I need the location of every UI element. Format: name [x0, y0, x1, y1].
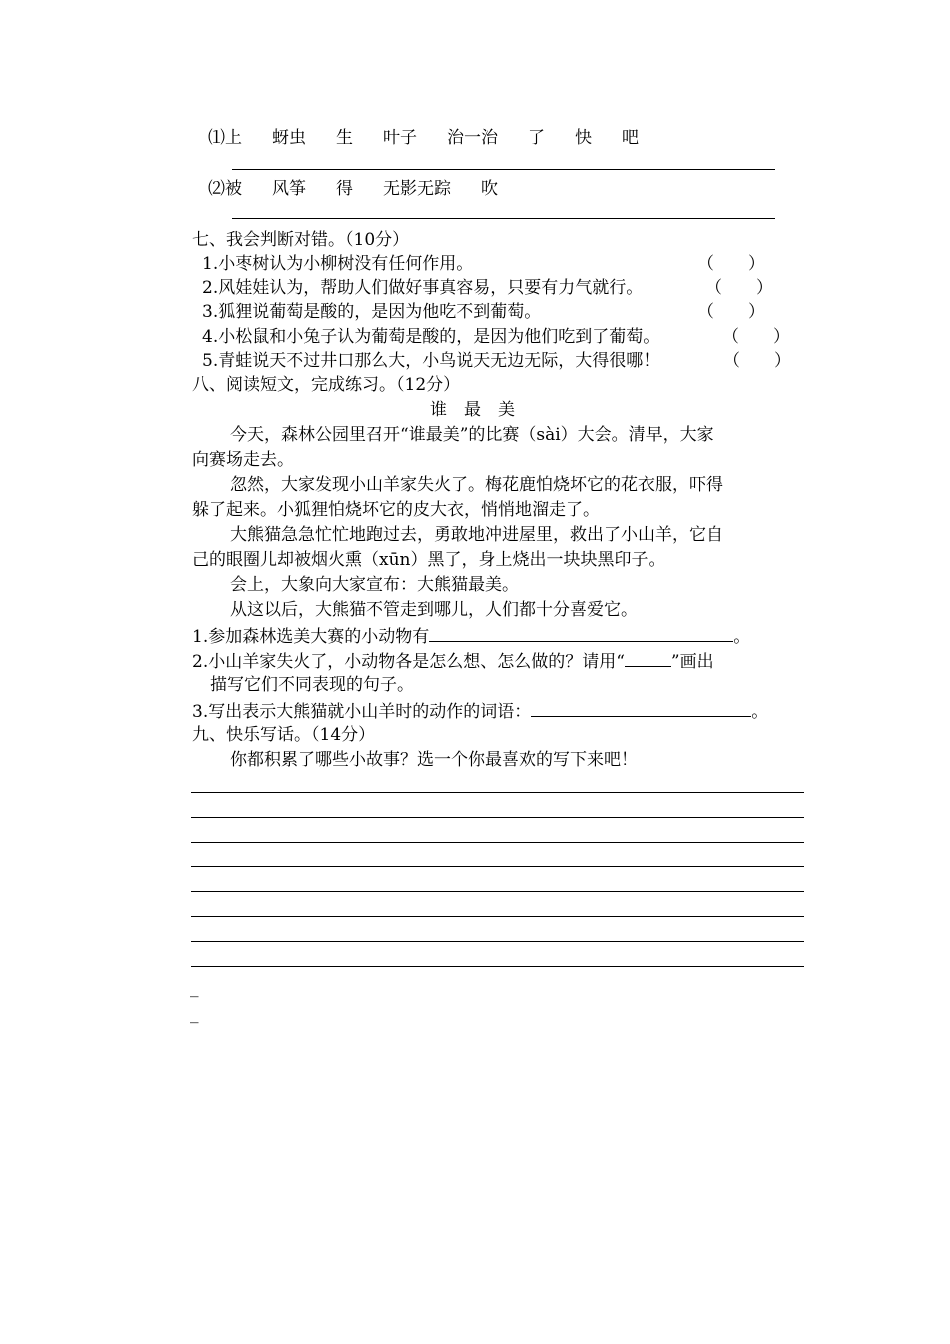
question-2-text-end: ”画出 — [670, 652, 714, 672]
answer-line[interactable] — [232, 218, 775, 219]
passage-p1-line2: 向赛场走去。 — [192, 450, 294, 470]
question-2-line2: 描写它们不同表现的句子。 — [210, 675, 414, 695]
word-tile: 吹 — [481, 179, 498, 199]
section-8-heading: 八、阅读短文，完成练习。（12分） — [192, 375, 461, 395]
underline-sample — [625, 648, 671, 667]
judge-item-1 — [202, 252, 473, 276]
arrange-item-2 — [208, 177, 528, 201]
judge-text: 5.青蛙说天不过井口那么大，小鸟说天无边无际，大得很哪！ — [202, 351, 661, 371]
writing-line[interactable] — [191, 891, 804, 892]
judge-text: 1.小枣树认为小柳树没有任何作用。 — [202, 254, 474, 274]
judge-paren[interactable]: （ ） — [705, 278, 773, 298]
judge-paren[interactable]: （ ） — [697, 254, 765, 274]
word-tile: 无影无踪 — [383, 179, 451, 199]
passage-p5: 从这以后，大熊猫不管走到哪儿，人们都十分喜爱它。 — [230, 600, 638, 620]
section-9-heading: 九、快乐写话。（14分） — [192, 725, 376, 745]
item-number: ⑵ — [208, 179, 225, 199]
stray-mark: _ — [190, 1004, 199, 1024]
word-tile: 吧 — [622, 128, 639, 148]
word-tile: 风筝 — [272, 179, 306, 199]
item-number: ⑴ — [208, 128, 225, 148]
question-3-end: 。 — [751, 702, 769, 722]
answer-line[interactable] — [232, 169, 775, 170]
word-tile: 治一治 — [447, 128, 498, 148]
judge-item-4 — [202, 325, 660, 349]
question-1-blank[interactable] — [429, 623, 733, 642]
judge-item-2 — [202, 276, 643, 300]
question-3-text: 3.写出表示大熊猫就小山羊时的动作的词语： — [192, 702, 532, 722]
writing-line[interactable] — [191, 966, 804, 967]
writing-line[interactable] — [191, 842, 804, 843]
question-2-text: 2.小山羊家失火了，小动物各是怎么想、怎么做的？请用“ — [192, 652, 625, 672]
passage-p2-line2: 躲了起来。小狐狸怕烧坏它的皮大衣，悄悄地溜走了。 — [192, 500, 600, 520]
arrange-item-1 — [208, 126, 669, 150]
word-tile: 了 — [528, 128, 545, 148]
passage-p4: 会上，大象向大家宣布：大熊猫最美。 — [230, 575, 519, 595]
judge-text: 4.小松鼠和小兔子认为葡萄是酸的，是因为他们吃到了葡萄。 — [202, 327, 661, 347]
judge-paren[interactable]: （ ） — [697, 302, 765, 322]
word-tile: 得 — [336, 179, 353, 199]
question-1 — [192, 623, 750, 649]
writing-prompt: 你都积累了哪些小故事？选一个你最喜欢的写下来吧！ — [230, 750, 638, 770]
judge-item-5 — [202, 349, 660, 373]
word-tile: 蚜虫 — [272, 128, 306, 148]
question-1-end: 。 — [733, 627, 751, 647]
writing-line[interactable] — [191, 792, 804, 793]
stray-mark: _ — [190, 978, 199, 998]
word-tile: 叶子 — [383, 128, 417, 148]
passage-p3-line1: 大熊猫急急忙忙地跑过去，勇敢地冲进屋里，救出了小山羊，它自 — [230, 525, 723, 545]
writing-line[interactable] — [191, 916, 804, 917]
section-7-heading: 七、我会判断对错。（10分） — [192, 230, 410, 250]
word-tile: 快 — [575, 128, 592, 148]
word-tile: 被 — [225, 179, 242, 199]
passage-p1-line1: 今天，森林公园里召开“谁最美”的比赛（sài）大会。清早，大家 — [230, 425, 714, 445]
question-3-blank[interactable] — [531, 698, 751, 717]
judge-paren[interactable]: （ ） — [722, 327, 790, 347]
judge-item-3 — [202, 300, 541, 324]
question-3 — [192, 698, 768, 724]
question-2-line1 — [192, 648, 714, 674]
passage-title: 谁 最 美 — [430, 400, 515, 420]
passage-p2-line1: 忽然，大家发现小山羊家失火了。梅花鹿怕烧坏它的花衣服，吓得 — [230, 475, 723, 495]
question-1-text: 1.参加森林选美大赛的小动物有 — [192, 627, 430, 647]
judge-paren[interactable]: （ ） — [723, 351, 791, 371]
writing-line[interactable] — [191, 817, 804, 818]
word-tile: 上 — [225, 128, 242, 148]
writing-line[interactable] — [191, 941, 804, 942]
word-tile: 生 — [336, 128, 353, 148]
judge-text: 3.狐狸说葡萄是酸的，是因为他吃不到葡萄。 — [202, 302, 542, 322]
judge-text: 2.风娃娃认为，帮助人们做好事真容易，只要有力气就行。 — [202, 278, 644, 298]
writing-line[interactable] — [191, 866, 804, 867]
passage-p3-line2: 己的眼圈儿却被烟火熏（xūn）黑了，身上烧出一块块黑印子。 — [192, 550, 666, 570]
